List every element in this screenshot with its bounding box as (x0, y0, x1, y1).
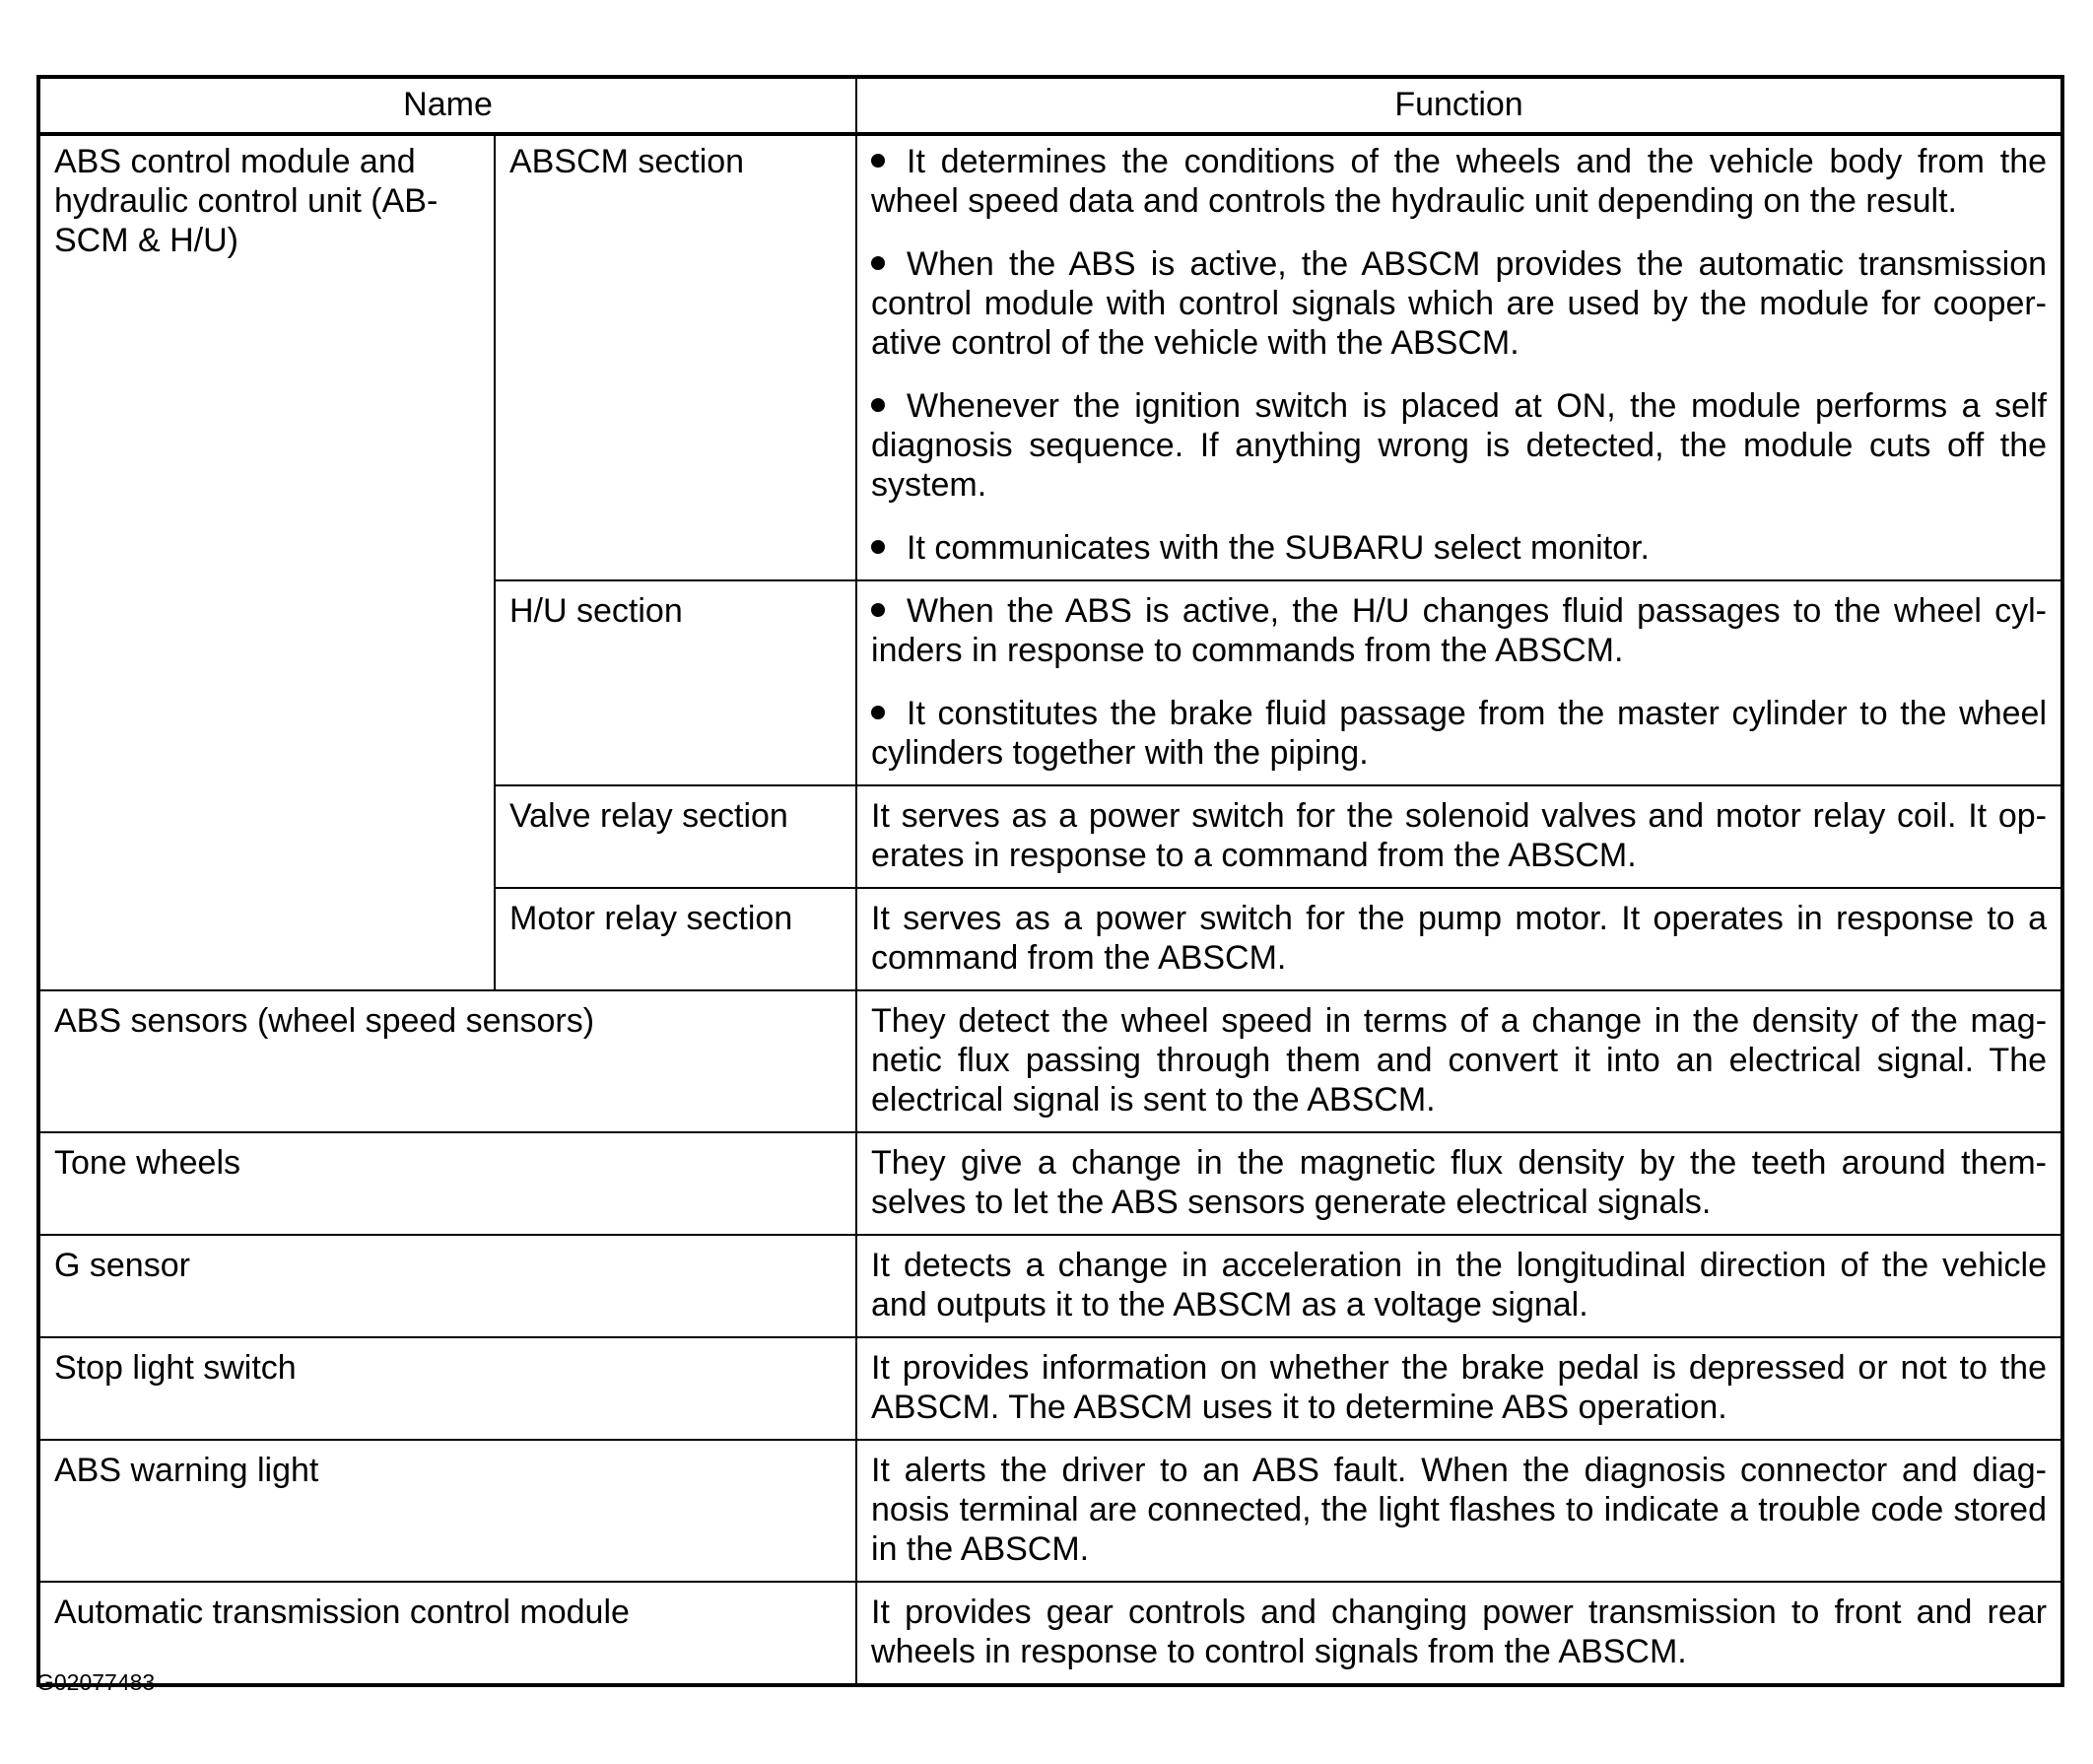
bullet-item (871, 386, 2047, 505)
function-cell: It serves as a power switch for the solenoid valves and motor relay coil. It op-erates in response to a command from the ABSCM. (856, 785, 2062, 888)
bullet-item (871, 591, 2047, 670)
bullet-text: It determines the conditions of the wheels and the vehicle body from the wheel speed data and controls the hydraulic unit depending on the result. (871, 143, 2048, 220)
function-cell: It provides gear controls and changing power transmission to front and rear wheels in response to control signals from the ABSCM. (856, 1582, 2062, 1685)
function-cell (856, 580, 2062, 785)
table-row (38, 1235, 2062, 1337)
bullet-item (871, 244, 2047, 363)
bullet-text: It constitutes the brake fluid passage from the master cylinder to the wheel cylinders together with the piping. (871, 695, 2048, 772)
name-cell: Tone wheels (38, 1132, 856, 1235)
bullet-item (871, 694, 2047, 773)
table-row (38, 1582, 2062, 1685)
bullet-icon (871, 256, 885, 270)
name-cell: ABS warning light (38, 1440, 856, 1582)
sub-name-cell: Valve relay section (495, 785, 856, 888)
bullet-icon (871, 154, 885, 168)
name-cell: ABS sensors (wheel speed sensors) (38, 990, 856, 1132)
bullet-item (871, 528, 2047, 568)
function-cell: They give a change in the magnetic flux density by the teeth around them-selves to let the ABS sensors generate electrical signals. (856, 1132, 2062, 1235)
table-row (38, 1440, 2062, 1582)
bullet-text: It communicates with the SUBARU select monitor. (907, 529, 1650, 567)
group-name-cell: ABS control module and hydraulic control unit (AB-SCM & H/U) (38, 134, 495, 990)
name-cell: Automatic transmission control module (38, 1582, 856, 1685)
table-row (38, 134, 2062, 580)
function-cell: It serves as a power switch for the pump motor. It operates in response to a command from the ABSCM. (856, 888, 2062, 990)
bullet-icon (871, 398, 885, 412)
function-cell (856, 134, 2062, 580)
header-name: Name (38, 77, 856, 134)
function-cell: It alerts the driver to an ABS fault. When the diagnosis connector and diag-nosis terminal are connected, the light flashes to indicate a trouble code stored in the ABSCM. (856, 1440, 2062, 1582)
table-row (38, 1337, 2062, 1440)
bullet-text: When the ABS is active, the H/U changes fluid passages to the wheel cyl-inders in response to commands from the ABSCM. (871, 592, 2048, 669)
component-function-table (36, 75, 2064, 1687)
function-cell: It detects a change in acceleration in the longitudinal direction of the vehicle and outputs it to the ABSCM as a voltage signal. (856, 1235, 2062, 1337)
bullet-icon (871, 706, 885, 719)
bullet-icon (871, 540, 885, 554)
bullet-text: Whenever the ignition switch is placed at ON, the module performs a self diagnosis sequence. If anything wrong is detected, the module cuts off the system. (871, 387, 2048, 504)
figure-code: G02077483 (36, 1669, 156, 1695)
name-cell: G sensor (38, 1235, 856, 1337)
table-row (38, 1132, 2062, 1235)
table-header-row (38, 77, 2062, 134)
function-cell: They detect the wheel speed in terms of a change in the density of the mag-netic flux passing through them and convert it into an electrical signal. The electrical signal is sent to the ABSCM. (856, 990, 2062, 1132)
sub-name-cell: Motor relay section (495, 888, 856, 990)
table-row (38, 990, 2062, 1132)
sub-name-cell: H/U section (495, 580, 856, 785)
header-function: Function (856, 77, 2062, 134)
bullet-text: When the ABS is active, the ABSCM provides the automatic transmission control module with control signals which are used by the module for cooper-ative control of the vehicle with the ABSCM. (871, 245, 2048, 362)
sub-name-cell: ABSCM section (495, 134, 856, 580)
bullet-item (871, 142, 2047, 221)
name-cell: Stop light switch (38, 1337, 856, 1440)
bullet-icon (871, 603, 885, 617)
function-cell: It provides information on whether the brake pedal is depressed or not to the ABSCM. The ABSCM uses it to determine ABS operation. (856, 1337, 2062, 1440)
